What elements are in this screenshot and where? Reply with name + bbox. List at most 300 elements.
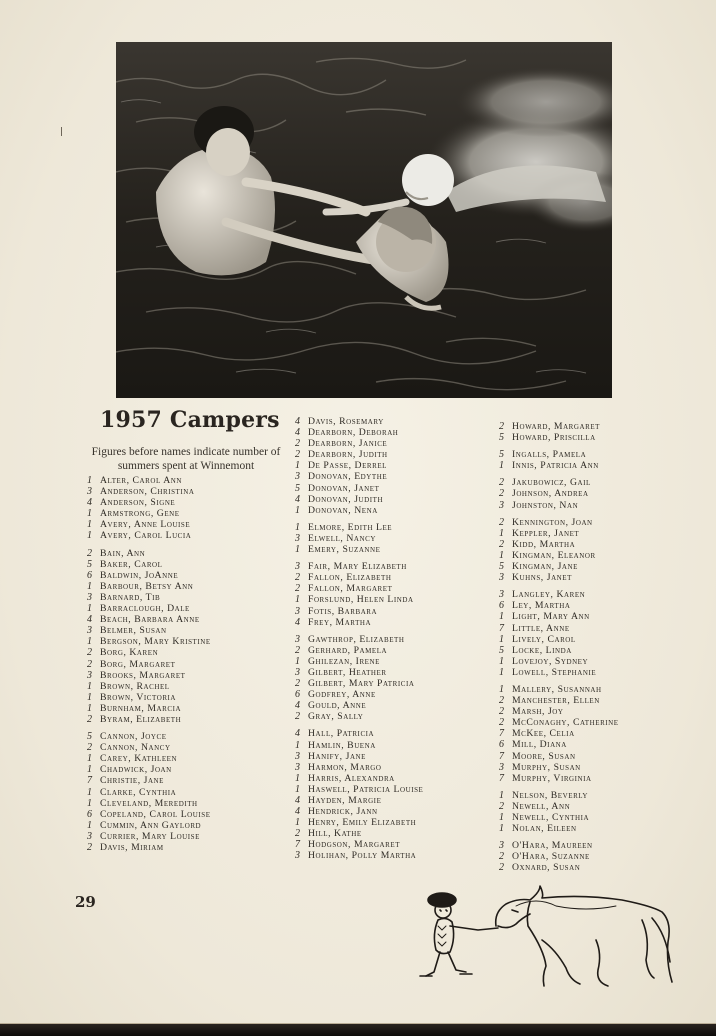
summers-count: 5	[87, 558, 93, 570]
camper-entry	[499, 695, 699, 706]
camper-entry	[499, 589, 699, 600]
page-title: 1957 Campers	[100, 407, 280, 433]
summers-count: 1	[499, 812, 505, 823]
camper-name: Fotis, Barbara	[308, 605, 378, 617]
camper-entry	[295, 689, 495, 700]
camper-name: Alter, Carol Ann	[100, 475, 183, 486]
camper-entry	[87, 714, 287, 725]
summers-count: 4	[87, 497, 93, 509]
camper-entry	[87, 570, 287, 581]
camper-entry	[499, 500, 699, 511]
camper-entry	[295, 505, 495, 516]
summers-count: 2	[499, 800, 505, 812]
camper-name: Light, Mary Ann	[512, 611, 590, 623]
camper-entry	[295, 656, 495, 667]
summers-count: 2	[499, 488, 505, 500]
summers-count: 3	[87, 486, 93, 498]
summers-count: 4	[295, 728, 301, 740]
camper-name: Copeland, Carol Louise	[100, 808, 211, 820]
camper-name: Beach, Barbara Anne	[100, 614, 200, 626]
summers-count: 3	[87, 625, 93, 637]
camper-name: Hodgson, Margaret	[308, 839, 401, 851]
summers-count: 1	[87, 680, 93, 692]
legend-note: Figures before names indicate number of summers spent at Winnemont	[91, 446, 281, 472]
camper-name: O'Hara, Maureen	[512, 840, 593, 852]
summers-count: 4	[295, 493, 301, 505]
summers-count: 4	[87, 614, 93, 626]
camper-name: Brooks, Margaret	[100, 669, 186, 681]
camper-entry	[499, 812, 699, 823]
summers-count: 1	[87, 764, 93, 776]
camper-entry	[499, 717, 699, 728]
summers-count: 4	[295, 427, 301, 439]
camper-entry	[295, 667, 495, 678]
camper-name: Locke, Linda	[512, 644, 572, 656]
camper-name: Mallery, Susannah	[512, 683, 602, 695]
summers-count: 2	[499, 862, 505, 874]
camper-name: Mill, Diana	[512, 739, 567, 751]
camper-name: Innis, Patricia Ann	[512, 460, 599, 472]
summers-count: 1	[499, 633, 505, 645]
summers-count: 1	[499, 460, 505, 472]
summers-count: 3	[295, 850, 301, 862]
camper-entry	[87, 486, 287, 497]
summers-count: 6	[87, 808, 93, 820]
summers-count: 1	[295, 521, 301, 533]
camper-entry	[295, 522, 495, 533]
summers-count: 3	[87, 830, 93, 842]
camper-entry	[499, 539, 699, 550]
camper-entry	[295, 740, 495, 751]
camper-entry	[499, 611, 699, 622]
summers-count: 4	[295, 700, 301, 712]
summers-count: 6	[499, 739, 505, 751]
camper-name: Little, Anne	[512, 622, 570, 634]
camper-entry	[295, 839, 495, 850]
summers-count: 5	[499, 449, 505, 461]
summers-count: 2	[499, 538, 505, 550]
camper-name: Donovan, Janet	[308, 482, 380, 494]
camper-entry	[499, 528, 699, 539]
camper-name: Avery, Carol Lucia	[100, 530, 192, 542]
camper-entry	[87, 842, 287, 853]
camper-entry	[499, 634, 699, 645]
summers-count: 1	[295, 772, 301, 784]
camper-name: Newell, Cynthia	[512, 812, 590, 823]
camper-name: Johnson, Andrea	[512, 488, 589, 500]
camper-name: Ingalls, Pamela	[512, 449, 587, 461]
camper-entry	[499, 600, 699, 611]
summers-count: 3	[295, 532, 301, 544]
camper-entry	[499, 477, 699, 488]
camper-name: Elwell, Nancy	[308, 532, 376, 544]
camper-entry	[295, 471, 495, 482]
summers-count: 1	[87, 636, 93, 648]
camper-name: Hamlin, Buena	[308, 739, 376, 751]
camper-name: Manchester, Ellen	[512, 695, 600, 707]
summers-count: 5	[295, 482, 301, 494]
camper-name: Belmer, Susan	[100, 625, 167, 637]
summers-count: 3	[295, 666, 301, 678]
camper-entry	[87, 592, 287, 603]
summers-count: 1	[295, 460, 301, 472]
camper-name: Dearborn, Deborah	[308, 427, 399, 439]
summers-count: 4	[295, 416, 301, 427]
camper-name: Barraclough, Dale	[100, 603, 190, 615]
summers-count: 2	[295, 644, 301, 656]
camper-name: Fallon, Margaret	[308, 583, 393, 595]
summers-count: 3	[295, 561, 301, 573]
swimming-photo	[116, 42, 612, 398]
camper-name: Cummin, Ann Gaylord	[100, 819, 202, 831]
camper-name: Kuhns, Janet	[512, 572, 572, 584]
camper-name: Anderson, Christina	[100, 486, 195, 498]
summers-count: 1	[87, 530, 93, 542]
summers-count: 1	[499, 655, 505, 667]
camper-entry	[87, 775, 287, 786]
camper-name: Howard, Priscilla	[512, 432, 596, 444]
camper-name: Godfrey, Anne	[308, 689, 376, 701]
camper-entry	[295, 606, 495, 617]
camper-name: Brown, Victoria	[100, 691, 177, 703]
summers-count: 7	[295, 839, 301, 851]
summers-count: 1	[87, 691, 93, 703]
summers-count: 2	[87, 658, 93, 670]
summers-count: 7	[87, 775, 93, 787]
camper-entry	[295, 617, 495, 628]
camper-name: Johnston, Nan	[512, 499, 579, 511]
camper-entry	[295, 751, 495, 762]
camper-name: Moore, Susan	[512, 750, 576, 762]
summers-count: 1	[295, 594, 301, 606]
camper-entry	[295, 678, 495, 689]
camper-name: Lowell, Stephanie	[512, 666, 597, 678]
summers-count: 3	[295, 633, 301, 645]
camper-entry	[295, 583, 495, 594]
camper-entry	[295, 828, 495, 839]
camper-name: Gilbert, Heather	[308, 666, 387, 678]
camper-name: Harris, Alexandra	[308, 772, 395, 784]
camper-name: Elmore, Edith Lee	[308, 521, 393, 533]
camper-entry	[295, 728, 495, 739]
summers-count: 3	[499, 761, 505, 773]
summers-count: 2	[87, 647, 93, 659]
camper-name: Henry, Emily Elizabeth	[308, 817, 417, 829]
summers-count: 3	[295, 750, 301, 762]
camper-entry	[87, 548, 287, 559]
camper-entry	[295, 817, 495, 828]
summers-count: 6	[295, 689, 301, 701]
camper-name: Gilbert, Mary Patricia	[308, 678, 415, 690]
summers-count: 2	[295, 449, 301, 461]
summers-count: 3	[87, 669, 93, 681]
camper-name: Kidd, Martha	[512, 538, 576, 550]
camper-name: Carey, Kathleen	[100, 753, 178, 765]
camper-name: Borg, Karen	[100, 647, 159, 659]
camper-column-2	[295, 416, 495, 862]
summers-count: 4	[295, 806, 301, 818]
camper-entry	[87, 742, 287, 753]
camper-column-1	[87, 475, 287, 853]
camper-entry	[499, 739, 699, 750]
camper-entry	[295, 483, 495, 494]
summers-count: 1	[87, 508, 93, 520]
camper-entry	[499, 823, 699, 834]
summers-count: 3	[295, 761, 301, 773]
camper-entry	[87, 820, 287, 831]
camper-name: Nelson, Beverly	[512, 789, 589, 801]
camper-entry	[295, 773, 495, 784]
camper-entry	[87, 519, 287, 530]
camper-name: Fallon, Elizabeth	[308, 572, 392, 584]
camper-name: Davis, Rosemary	[308, 416, 384, 427]
camper-entry	[87, 497, 287, 508]
summers-count: 2	[295, 572, 301, 584]
summers-count: 2	[87, 713, 93, 725]
camper-name: Jakubowicz, Gail	[512, 477, 591, 489]
camper-name: McConaghy, Catherine	[512, 717, 619, 729]
camper-name: Murphy, Virginia	[512, 772, 592, 784]
summers-count: 1	[87, 580, 93, 592]
camper-name: Barbour, Betsy Ann	[100, 580, 194, 592]
summers-count: 3	[295, 471, 301, 483]
camper-name: Holihan, Polly Martha	[308, 850, 417, 862]
camper-name: Hayden, Margie	[308, 795, 382, 806]
camper-name: Nolan, Eileen	[512, 823, 577, 835]
camper-name: Frey, Martha	[308, 616, 372, 628]
camper-entry	[87, 581, 287, 592]
summers-count: 1	[87, 702, 93, 714]
summers-count: 2	[295, 711, 301, 723]
camper-entry	[499, 862, 699, 873]
camper-name: Hendrick, Jann	[308, 806, 378, 818]
camper-entry	[295, 806, 495, 817]
camper-entry	[295, 850, 495, 861]
camper-name: Forslund, Helen Linda	[308, 594, 414, 606]
summers-count: 2	[499, 717, 505, 729]
summers-count: 1	[87, 797, 93, 809]
camper-entry	[295, 427, 495, 438]
camper-entry	[499, 751, 699, 762]
summers-count: 2	[295, 438, 301, 450]
camper-entry	[499, 421, 699, 432]
camper-entry	[295, 645, 495, 656]
camper-entry	[87, 636, 287, 647]
camper-entry	[295, 533, 495, 544]
camper-entry	[295, 762, 495, 773]
summers-count: 1	[499, 823, 505, 835]
camper-entry	[499, 840, 699, 851]
summers-count: 1	[87, 475, 93, 486]
camper-entry	[499, 645, 699, 656]
camper-entry	[87, 670, 287, 681]
camper-name: Chadwick, Joan	[100, 764, 172, 776]
camper-entry	[87, 787, 287, 798]
camper-entry	[499, 706, 699, 717]
margin-mark	[61, 127, 62, 136]
camper-name: Fair, Mary Elizabeth	[308, 561, 407, 573]
summers-count: 3	[499, 499, 505, 511]
camper-name: Langley, Karen	[512, 589, 586, 601]
page-number: 29	[75, 893, 96, 911]
summers-count: 2	[87, 842, 93, 853]
camper-name: Burnham, Marcia	[100, 702, 182, 714]
camper-name: Keppler, Janet	[512, 527, 580, 539]
camper-name: Christie, Jane	[100, 775, 164, 787]
camper-name: Baldwin, JoAnne	[100, 569, 179, 581]
camper-entry	[295, 711, 495, 722]
camper-entry	[87, 475, 287, 486]
summers-count: 1	[499, 666, 505, 678]
camper-name: Gould, Anne	[308, 700, 367, 712]
camper-entry	[87, 831, 287, 842]
camper-entry	[499, 572, 699, 583]
summers-count: 5	[499, 561, 505, 573]
camper-name: McKee, Celia	[512, 728, 575, 740]
camper-name: O'Hara, Suzanne	[512, 851, 590, 863]
camper-entry	[295, 634, 495, 645]
summers-count: 7	[499, 728, 505, 740]
camper-name: Armstrong, Gene	[100, 508, 180, 520]
camper-entry	[87, 798, 287, 809]
summers-count: 2	[499, 477, 505, 489]
camper-name: Kingman, Jane	[512, 561, 578, 573]
camper-entry	[87, 614, 287, 625]
camper-entry	[87, 659, 287, 670]
summers-count: 2	[87, 742, 93, 754]
camper-name: Haswell, Patricia Louise	[308, 783, 424, 795]
summers-count: 1	[295, 655, 301, 667]
camper-name: Dearborn, Judith	[308, 449, 388, 461]
camper-entry	[499, 851, 699, 862]
camper-name: Kingman, Eleanor	[512, 549, 596, 561]
camper-entry	[87, 692, 287, 703]
camper-entry	[499, 449, 699, 460]
camper-entry	[499, 517, 699, 528]
camper-name: Hall, Patricia	[308, 728, 375, 740]
summers-count: 4	[295, 795, 301, 806]
summers-count: 1	[499, 683, 505, 695]
camper-name: Hill, Kathe	[308, 828, 362, 840]
summers-count: 2	[499, 421, 505, 432]
summers-count: 1	[87, 603, 93, 615]
summers-count: 2	[87, 547, 93, 559]
camper-entry	[499, 460, 699, 471]
summers-count: 2	[499, 706, 505, 718]
camper-name: Cannon, Nancy	[100, 742, 171, 754]
camper-name: Cleveland, Meredith	[100, 797, 198, 809]
summers-count: 5	[87, 731, 93, 743]
camper-entry	[295, 416, 495, 427]
summers-count: 1	[295, 544, 301, 556]
camper-name: Gawthrop, Elizabeth	[308, 633, 405, 645]
summers-count: 3	[499, 589, 505, 601]
summers-count: 2	[295, 583, 301, 595]
camper-entry	[295, 700, 495, 711]
camper-name: Donovan, Edythe	[308, 471, 388, 483]
summers-count: 3	[295, 605, 301, 617]
camper-entry	[295, 594, 495, 605]
camper-entry	[295, 449, 495, 460]
camper-name: Murphy, Susan	[512, 761, 581, 773]
camper-entry	[499, 488, 699, 499]
camper-entry	[87, 809, 287, 820]
summers-count: 2	[499, 516, 505, 528]
summers-count: 6	[87, 569, 93, 581]
camper-name: Donovan, Judith	[308, 493, 384, 505]
summers-count: 7	[499, 750, 505, 762]
camper-name: Currier, Mary Louise	[100, 830, 200, 842]
camper-entry	[87, 731, 287, 742]
camper-name: Gray, Sally	[308, 711, 364, 723]
camper-name: Oxnard, Susan	[512, 862, 581, 874]
camper-name: Lively, Carol	[512, 633, 576, 645]
summers-count: 2	[499, 695, 505, 707]
summers-count: 1	[499, 789, 505, 801]
camper-entry	[499, 550, 699, 561]
summers-count: 1	[87, 753, 93, 765]
camper-entry	[499, 728, 699, 739]
scan-edge-strip	[0, 1024, 716, 1036]
camper-entry	[499, 684, 699, 695]
summers-count: 3	[87, 591, 93, 603]
summers-count: 1	[499, 549, 505, 561]
camper-name: Clarke, Cynthia	[100, 786, 177, 798]
camper-entry	[499, 773, 699, 784]
camper-entry	[295, 561, 495, 572]
camper-entry	[87, 625, 287, 636]
summers-count: 1	[295, 739, 301, 751]
summers-count: 4	[295, 616, 301, 628]
camper-entry	[295, 460, 495, 471]
camper-entry	[499, 667, 699, 678]
camper-name: Avery, Anne Louise	[100, 519, 191, 531]
camper-column-3	[499, 421, 699, 873]
summers-count: 2	[295, 678, 301, 690]
summers-count: 1	[295, 783, 301, 795]
camper-entry	[499, 432, 699, 443]
camper-name: Anderson, Signe	[100, 497, 176, 509]
camper-name: Kennington, Joan	[512, 516, 593, 528]
camper-entry	[87, 647, 287, 658]
camper-entry	[295, 544, 495, 555]
summers-count: 7	[499, 622, 505, 634]
summers-count: 1	[295, 817, 301, 829]
camper-entry	[295, 795, 495, 806]
camper-entry	[87, 681, 287, 692]
camper-name: Marsh, Joy	[512, 706, 564, 718]
summers-count: 1	[499, 527, 505, 539]
summers-count: 6	[499, 600, 505, 612]
camper-name: De Passe, Derrel	[308, 460, 388, 472]
camper-entry	[87, 530, 287, 541]
camper-name: Lovejoy, Sydney	[512, 655, 589, 667]
camper-name: Byram, Elizabeth	[100, 713, 182, 725]
camper-name: Emery, Suzanne	[308, 544, 381, 556]
camper-entry	[87, 753, 287, 764]
camper-name: Baker, Carol	[100, 558, 163, 570]
summers-count: 1	[295, 504, 301, 516]
camper-name: Harmon, Margo	[308, 761, 382, 773]
camper-entry	[295, 784, 495, 795]
camper-name: Hanify, Jane	[308, 750, 366, 762]
summers-count: 1	[499, 611, 505, 623]
camper-name: Bergson, Mary Kristine	[100, 636, 211, 648]
camper-entry	[499, 623, 699, 634]
camper-name: Donovan, Nena	[308, 504, 378, 516]
camper-name: Newell, Ann	[512, 800, 571, 812]
camper-name: Barnard, Tib	[100, 591, 161, 603]
